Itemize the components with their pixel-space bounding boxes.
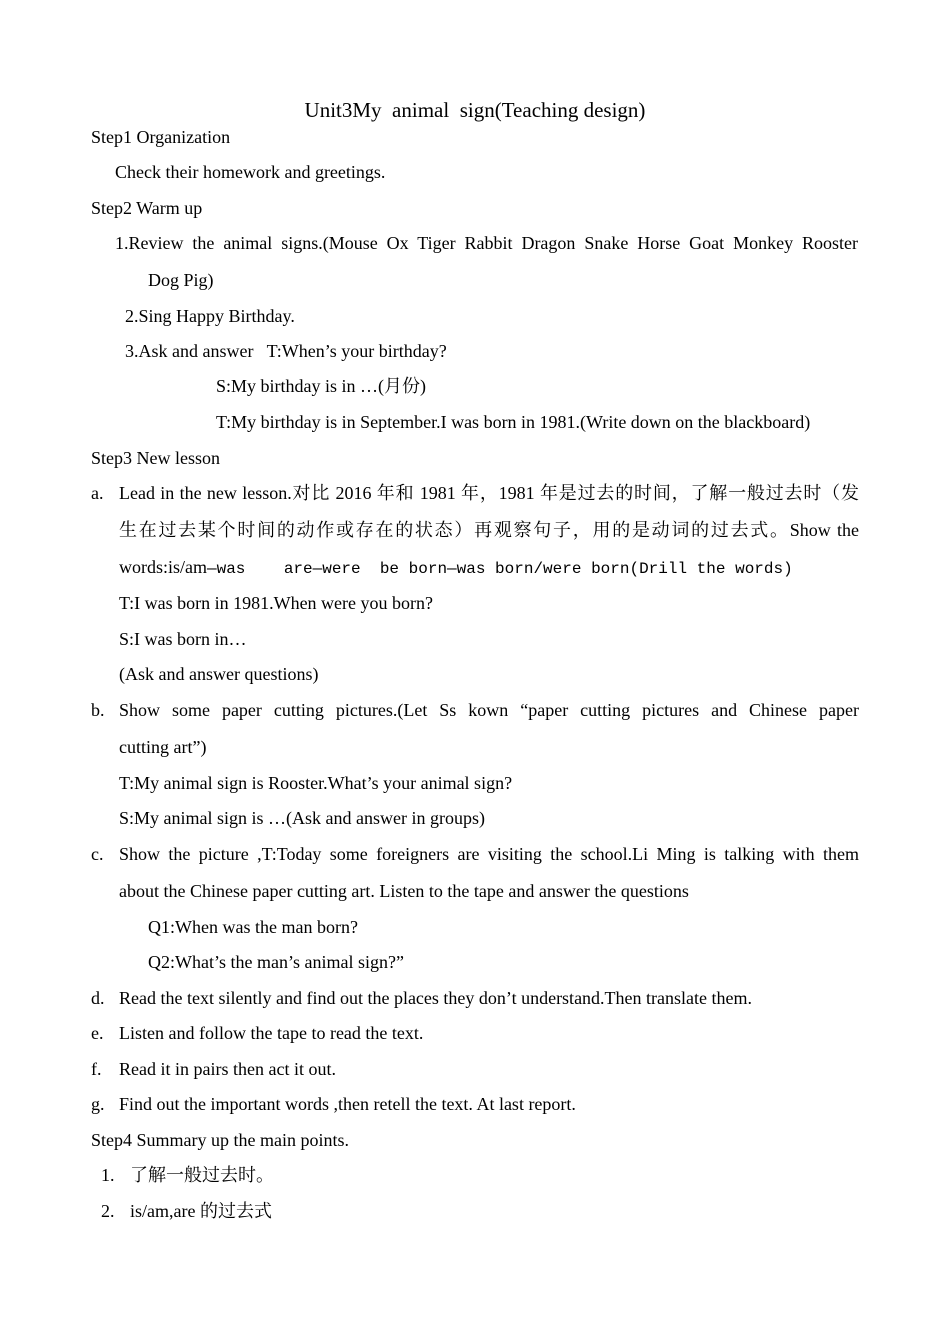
- step3-d-text: Read the text silently and find out the places they don’t understand.Then translate them.: [119, 988, 752, 1008]
- step3-b-line4: S:My animal sign is …(Ask and answer in groups): [119, 808, 485, 828]
- step3-a-line3-start: words:is/am: [119, 557, 207, 577]
- step3-a-line2: 生在过去某个时间的动作或存在的状态）再观察句子，用的是动词的过去式。Show the: [119, 520, 859, 540]
- list-marker-b: b.: [91, 700, 105, 720]
- step3-a-line3-words: —was are—were be born—was born/were born(Drill the words): [207, 560, 793, 578]
- step3-c-q2: Q2:What’s the man’s animal sign?”: [148, 952, 404, 972]
- step2-item2: 2.Sing Happy Birthday.: [125, 306, 295, 326]
- step3-b-line2: cutting art”): [119, 737, 207, 757]
- step3-b-line1: Show some paper cutting pictures.(Let Ss kown “paper cutting pictures and Chinese paper: [119, 700, 859, 720]
- list-marker-e: e.: [91, 1023, 104, 1043]
- step2-item3-student: S:My birthday is in …(月份): [216, 376, 426, 396]
- step4-item1-marker: 1.: [101, 1165, 115, 1185]
- step2-heading: Step2 Warm up: [91, 198, 203, 218]
- step1-text: Check their homework and greetings.: [115, 162, 386, 182]
- step3-a-line5: S:I was born in…: [119, 629, 247, 649]
- step3-c-line2: about the Chinese paper cutting art. Listen to the tape and answer the questions: [119, 881, 689, 901]
- document-title: Unit3My animal sign(Teaching design): [304, 98, 646, 122]
- list-marker-a: a.: [91, 483, 104, 503]
- step3-a-line6: (Ask and answer questions): [119, 664, 319, 684]
- step3-b-line3: T:My animal sign is Rooster.What’s your animal sign?: [119, 773, 513, 793]
- step3-a-line4: T:I was born in 1981.When were you born?: [119, 593, 434, 613]
- step4-heading: Step4 Summary up the main points.: [91, 1130, 349, 1150]
- list-marker-g: g.: [91, 1094, 105, 1114]
- step2-item1-line1: 1.Review the animal signs.(Mouse Ox Tiger Rabbit Dragon Snake Horse Goat Monkey Rooster: [115, 233, 858, 253]
- list-marker-d: d.: [91, 988, 105, 1008]
- step2-item3-teacher: T:My birthday is in September.I was born in 1981.(Write down on the blackboard): [216, 412, 811, 432]
- step3-c-q1: Q1:When was the man born?: [148, 917, 358, 937]
- step3-g-text: Find out the important words ,then retell the text. At last report.: [119, 1094, 576, 1114]
- step4-item2-text: is/am,are 的过去式: [130, 1201, 272, 1221]
- step1-heading: Step1 Organization: [91, 127, 231, 147]
- list-marker-f: f.: [91, 1059, 102, 1079]
- step3-e-text: Listen and follow the tape to read the text.: [119, 1023, 424, 1043]
- step4-item2-marker: 2.: [101, 1201, 115, 1221]
- step2-item3: 3.Ask and answer T:When’s your birthday?: [125, 341, 447, 361]
- step4-item1-text: 了解一般过去时。: [130, 1165, 274, 1185]
- step3-a-line1: Lead in the new lesson.对比 2016 年和 1981 年，1981 年是过去的时间，了解一般过去时（发: [119, 483, 859, 503]
- step3-c-line1: Show the picture ,T:Today some foreigners are visiting the school.Li Ming is talking with them: [119, 844, 859, 864]
- list-marker-c: c.: [91, 844, 104, 864]
- step2-item1-line2: Dog Pig): [148, 270, 214, 290]
- step3-heading: Step3 New lesson: [91, 448, 220, 468]
- step3-a-line3: [119, 556, 793, 580]
- step3-f-text: Read it in pairs then act it out.: [119, 1059, 336, 1079]
